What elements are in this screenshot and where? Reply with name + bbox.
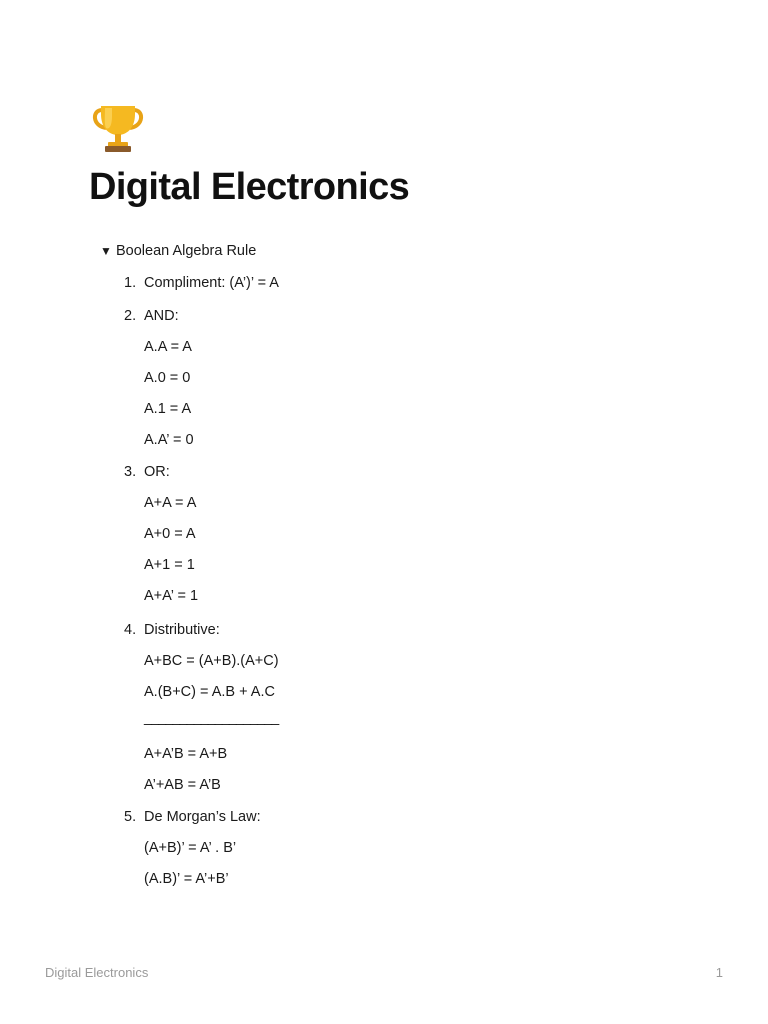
rule-line: A.(B+C) = A.B + A.C xyxy=(144,684,275,700)
list-item-heading: De Morgan’s Law: xyxy=(144,809,261,825)
list-number: 4. xyxy=(124,622,137,638)
list-item-heading: Distributive: xyxy=(144,622,220,638)
rule-line: A.1 = A xyxy=(144,401,192,417)
list-number: 2. xyxy=(124,308,137,324)
page-title: Digital Electronics xyxy=(89,166,410,208)
toggle-arrow-icon[interactable]: ▼ xyxy=(100,244,112,258)
rule-line: A.0 = 0 xyxy=(144,370,191,386)
divider-line: ___________________ xyxy=(144,710,279,726)
footer-title: Digital Electronics xyxy=(45,965,149,980)
list-number: 3. xyxy=(124,464,137,480)
toggle-boolean-algebra-rule[interactable] xyxy=(100,241,256,261)
rule-line: A’+AB = A’B xyxy=(144,777,221,793)
rule-line: A+BC = (A+B).(A+C) xyxy=(144,653,279,669)
rule-line: A+A = A xyxy=(144,495,197,511)
rule-line: A+A’ = 1 xyxy=(144,588,199,604)
rule-line: A.A’ = 0 xyxy=(144,432,194,448)
list-item-heading: Compliment: (A’)’ = A xyxy=(144,275,279,291)
rule-line: A+0 = A xyxy=(144,526,196,542)
list-number: 1. xyxy=(124,275,137,291)
rule-line: (A.B)’ = A’+B’ xyxy=(144,871,229,887)
rule-line: (A+B)’ = A’ . B’ xyxy=(144,840,237,856)
toggle-label: Boolean Algebra Rule xyxy=(116,243,257,259)
list-item-heading: AND: xyxy=(144,308,179,324)
list-number: 5. xyxy=(124,809,137,825)
list-item-heading: OR: xyxy=(144,464,170,480)
rule-line: A+A’B = A+B xyxy=(144,746,228,762)
rule-line: A+1 = 1 xyxy=(144,557,195,573)
rule-line: A.A = A xyxy=(144,339,192,355)
trophy-icon xyxy=(90,100,146,156)
footer-page-number: 1 xyxy=(715,965,723,980)
